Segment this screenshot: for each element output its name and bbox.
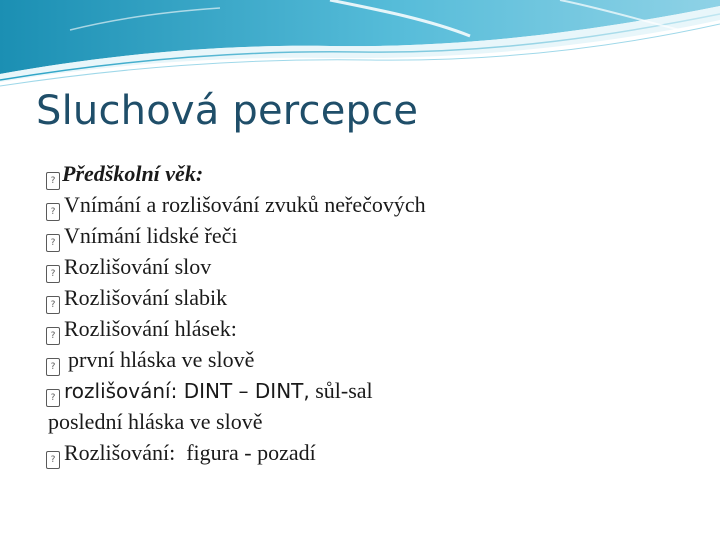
list-item-text: Vnímání lidské řeči [64, 223, 238, 248]
list-item-text: poslední hláska ve slově [48, 409, 263, 434]
bullet-placeholder-icon: ? [46, 172, 60, 190]
bullet-placeholder-icon: ? [46, 265, 60, 283]
bullet-placeholder-icon: ? [46, 358, 60, 376]
slide-title: Sluchová percepce [36, 88, 419, 134]
header-wave-decoration [0, 0, 720, 90]
list-item [46, 438, 686, 469]
bullet-placeholder-icon: ? [46, 327, 60, 345]
list-item-text: Předškolní věk: [62, 161, 204, 186]
list-item [46, 283, 686, 314]
list-item-heading [46, 159, 686, 190]
list-item [46, 221, 686, 252]
bullet-placeholder-icon: ? [46, 296, 60, 314]
list-item-text: Rozlišování slabik [64, 285, 228, 310]
list-item [46, 314, 686, 345]
bullet-placeholder-icon: ? [46, 389, 60, 407]
list-item-text-suffix: sůl-sal [309, 378, 373, 403]
bullet-list [46, 159, 686, 469]
list-item-text: Rozlišování slov [64, 254, 212, 279]
list-item [46, 252, 686, 283]
list-item-text: Vnímání a rozlišování zvuků neřečových [64, 192, 426, 217]
list-item-text: Rozlišování: figura - pozadí [64, 439, 316, 465]
bullet-placeholder-icon: ? [46, 203, 60, 221]
list-item [46, 345, 686, 376]
list-item-text: první hláska ve slově [68, 347, 255, 372]
list-item [46, 376, 686, 407]
list-item-text: Rozlišování hlásek: [64, 316, 237, 341]
list-item [46, 190, 686, 221]
list-item-continuation [46, 407, 686, 438]
list-item-text-prefix: rozlišování: DINT – DINT, [64, 379, 310, 403]
bullet-placeholder-icon: ? [46, 234, 60, 252]
bullet-placeholder-icon: ? [46, 451, 60, 469]
